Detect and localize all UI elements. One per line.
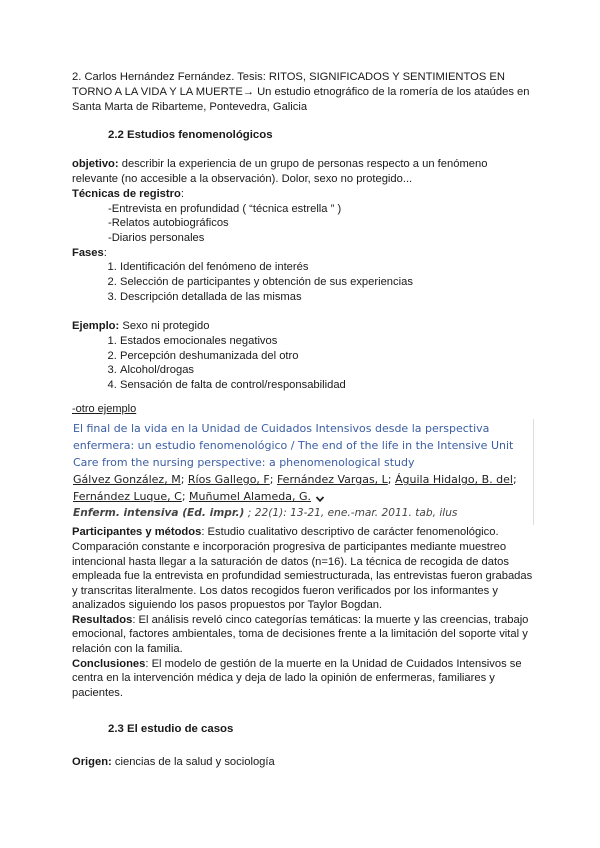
author-link[interactable]: Muñumel Alameda, G.	[189, 490, 312, 504]
author-link[interactable]: Gálvez González, M	[73, 473, 181, 487]
tecnicas-list	[72, 202, 534, 246]
participantes-paragraph	[72, 525, 534, 613]
author-list: Gálvez González, M; Ríos Gallego, F; Fernández Vargas, L; Águila Hidalgo, B. del; Fernández Luque, C; Muñumel Alameda, G.	[73, 473, 517, 504]
ejemplo-list	[72, 334, 534, 392]
ejemplo-text: Sexo ni protegido	[119, 320, 210, 333]
list-item: 3. Alcohol/drogas	[120, 363, 534, 378]
journal-source	[73, 505, 531, 522]
list-item: 2. Percepción deshumanizada del otro	[120, 349, 534, 364]
chevron-down-icon[interactable]	[315, 492, 325, 502]
conclusiones-label: Conclusiones	[72, 657, 146, 670]
list-item: -Diarios personales	[108, 231, 205, 244]
list-item: -Entrevista en profundidad ( “técnica estrella ” )	[108, 202, 342, 215]
fases-heading	[72, 246, 534, 261]
list-item: 1. Estados emocionales negativos	[120, 334, 534, 349]
list-item: 1. Identificación del fenómeno de interés	[120, 260, 534, 275]
author-link[interactable]: Fernández Luque, C	[73, 490, 182, 504]
list-item: 2. Selección de participantes y obtención de sus experiencias	[120, 275, 534, 290]
objetivo-label: objetivo:	[72, 158, 119, 171]
tecnicas-heading	[72, 187, 534, 202]
objetivo-text: describir la experiencia de un grupo de personas respecto a un fenómeno relevante (no accesible a la observación). Dolor, sexo no protegido...	[72, 158, 488, 186]
section-heading-2-2: 2.2 Estudios fenomenológicos	[108, 129, 273, 142]
origen-text: ciencias de la salud y sociología	[111, 756, 275, 769]
origen-paragraph	[72, 755, 534, 770]
tecnicas-label: Técnicas de registro	[72, 187, 181, 200]
resultados-text: : El análisis reveló cinco categorías temáticas: la muerte y las creencias, trabajo emocional, factores ambientales, toma de decisiones frente a la limitación del soporte vital y relación con la familia.	[72, 613, 529, 656]
section-heading-2-3: 2.3 El estudio de casos	[108, 723, 234, 736]
list-item: 3. Descripción detallada de las mismas	[120, 290, 534, 305]
resultados-label: Resultados	[72, 613, 133, 626]
origen-label: Origen:	[72, 756, 112, 769]
conclusiones-paragraph	[72, 657, 534, 701]
article-title-link[interactable]: El final de la vida en la Unidad de Cuidados Intensivos desde la perspectiva enfermera: un estudio fenomenológico / The end of the life in the Intensive Unit Care from the nursing perspective: a phenomenological study	[73, 422, 514, 470]
list-item: 4. Sensación de falta de control/responsabilidad	[120, 378, 534, 393]
list-item: -Relatos autobiográficos	[108, 217, 229, 230]
journal-details: ; 22(1): 13-21, ene.-mar. 2011. tab, ilus	[244, 507, 458, 520]
author-link[interactable]: Ríos Gallego, F	[187, 473, 270, 487]
fases-label: Fases	[72, 246, 104, 259]
author-link[interactable]: Fernández Vargas, L	[276, 473, 388, 487]
objetivo-paragraph	[72, 157, 534, 187]
ejemplo-label: Ejemplo:	[72, 320, 120, 333]
author-link[interactable]: Águila Hidalgo, B. del	[395, 473, 513, 487]
citation-card	[71, 419, 534, 525]
participantes-label: Participantes y métodos	[72, 526, 202, 539]
resultados-paragraph	[72, 613, 534, 657]
tecnicas-colon: :	[180, 187, 184, 200]
otro-ejemplo-link[interactable]: -otro ejemplo	[72, 403, 137, 416]
fases-list	[72, 260, 534, 304]
conclusiones-text: : El modelo de gestión de la muerte en la Unidad de Cuidados Intensivos se centra en la intervención médica y deja de lado la opinión de enfermeras, familiares y pacientes.	[72, 657, 522, 699]
journal-name: Enferm. intensiva (Ed. impr.)	[73, 507, 245, 520]
ejemplo-paragraph	[72, 319, 534, 334]
fases-colon: :	[103, 246, 107, 259]
thesis-reference: 2. Carlos Hernández Fernández. Tesis: RITOS, SIGNIFICADOS Y SENTIMIENTOS EN TORNO A LA VIDA Y LA MUERTE→ Un estudio etnográfico de la romería de los ataúdes en Santa Marta de Ribarteme, Pontevedra, Galicia	[72, 71, 530, 113]
participantes-text: : Estudio cualitativo descriptivo de carácter fenomenológico. Comparación constante e incorporación progresiva de participantes mediante muestreo intencional hasta llegar a la saturación de datos (n=16). La técnica de recogida de datos empleada fue la entrevista en profundidad semiestructurada, las entrevistas fueron grabadas y transcritas literalmente. Los datos recogidos fueron verificados por los informantes y analizados siguiendo los pasos propuestos por Taylor Bogdan.	[72, 526, 533, 612]
document-page	[72, 70, 534, 770]
